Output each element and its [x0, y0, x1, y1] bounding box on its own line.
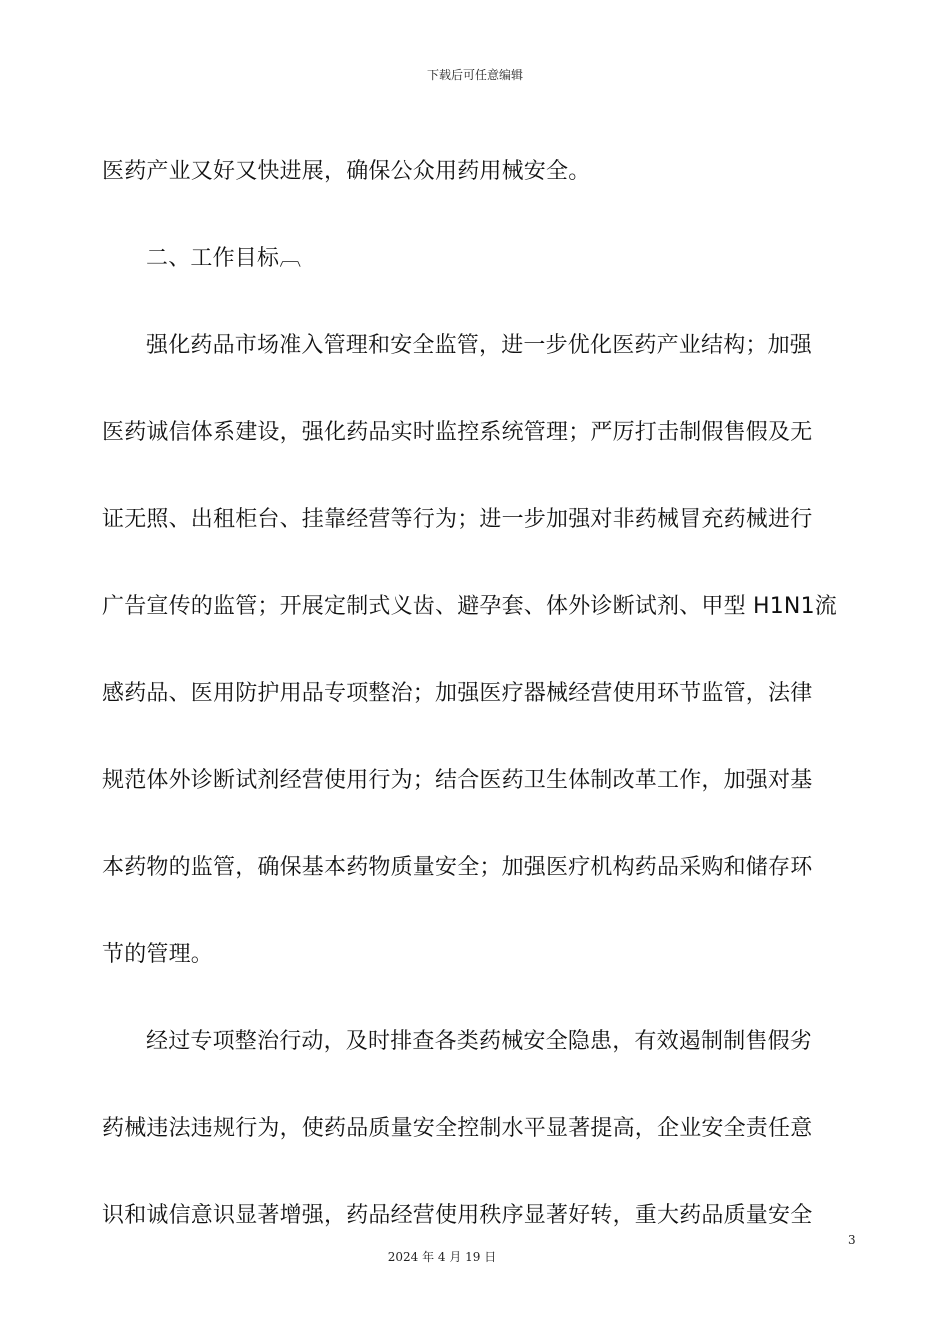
- paragraph-line: 广告宣传的监管；开展定制式义齿、避孕套、体外诊断试剂、甲型 H1N1流: [102, 594, 837, 619]
- paragraph-line: 感药品、医用防护用品专项整治；加强医疗器械经营使用环节监管，法律: [102, 681, 813, 706]
- document-body: [102, 128, 862, 1259]
- paragraph-line: 识和诚信意识显著增强，药品经营使用秩序显著好转，重大药品质量安全: [102, 1203, 813, 1228]
- paragraph-line: 证无照、出租柜台、挂靠经营等行为；进一步加强对非药械冒充药械进行: [102, 507, 813, 532]
- paragraph-line: 规范体外诊断试剂经营使用行为；结合医药卫生体制改革工作，加强对基: [102, 768, 813, 793]
- paragraph-line: 强化药品市场准入管理和安全监管，进一步优化医药产业结构；加强: [146, 333, 813, 358]
- paragraph-line: 本药物的监管，确保基本药物质量安全；加强医疗机构药品采购和储存环: [102, 855, 813, 880]
- body-line: 医药产业又好又快进展，确保公众用药用械安全。: [102, 159, 591, 184]
- page-number: 3: [848, 1233, 856, 1247]
- section-heading: 二、工作目标︹: [146, 246, 302, 271]
- paragraph-line: 医药诚信体系建设，强化药品实时监控系统管理；严厉打击制假售假及无: [102, 420, 813, 445]
- paragraph-line: 经过专项整治行动，及时排查各类药械安全隐患，有效遏制制售假劣: [146, 1029, 813, 1054]
- paragraph-line: 药械违法违规行为，使药品质量安全控制水平显著提高，企业安全责任意: [102, 1116, 813, 1141]
- paragraph-line: 节的管理。: [102, 942, 214, 967]
- page-header: 下载后可任意编辑: [426, 68, 523, 82]
- footer-date: 2024 年 4 月 19 日: [387, 1250, 497, 1264]
